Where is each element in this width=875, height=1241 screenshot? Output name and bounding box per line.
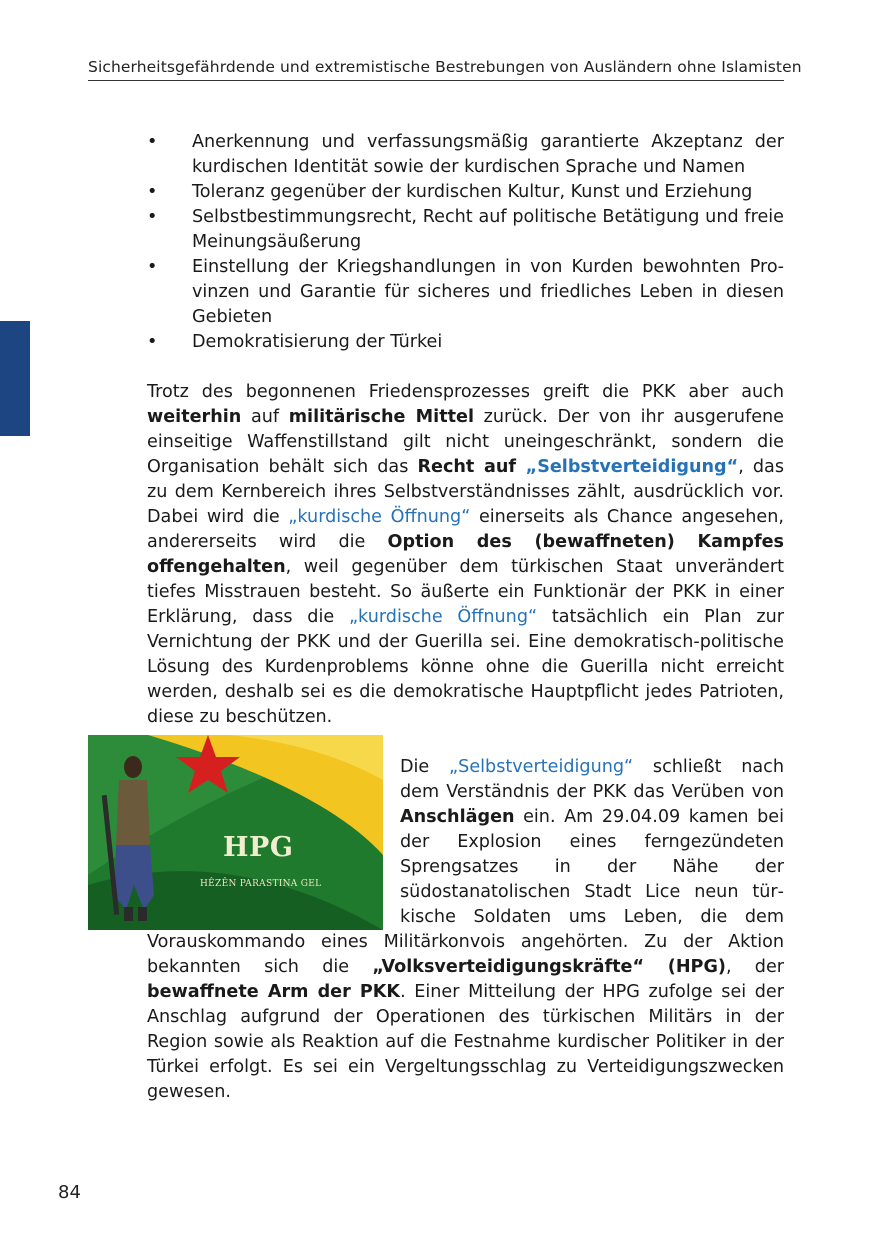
bullet-icon: •: [147, 332, 158, 352]
bullet-icon: •: [147, 257, 158, 277]
self-defense-term: „Selbstverteidigung“: [525, 457, 739, 477]
page-number: 84: [58, 1182, 81, 1203]
bullet-list: [147, 130, 784, 355]
main-content: [147, 130, 784, 1105]
bullet-icon: •: [147, 132, 158, 152]
running-header: Sicherheitsgefährdende und extremistische Bestrebungen von Ausländern ohne Islamisten: [88, 58, 784, 81]
list-item: • Einstellung der Kriegshandlungen in von Kurden bewohnten Provinzen und Garantie für sicheres und friedliches Leben in diesen Gebieten: [147, 257, 784, 327]
self-defense-term: „Selbstverteidigung“: [449, 757, 634, 777]
figure-subtitle: HÊZÊN PARASTINA GEL: [200, 879, 322, 889]
list-item: • Demokratisierung der Türkei: [147, 330, 784, 355]
hpg-flag-image: [88, 735, 383, 930]
kurdish-opening-term: „kurdische Öffnung“: [288, 507, 471, 527]
list-item: • Toleranz gegenüber der kurdischen Kultur, Kunst und Erziehung: [147, 180, 784, 205]
paragraph-attack: Die „Selbstverteidigung“ schließt nach dem Verständnis der PKK das Verüben von Anschlägen ein. Am 29.04.09 kamen bei der Explosion eines ferngezündeten Sprengsatzes in der Nähe der südostanatolischen Stadt Lice neun türkische Soldaten ums Leben, die dem Vorauskommando eines Militärkonvois angehörten. Zu der Aktion bekannten sich die „Volksverteidigungskräfte“ (HPG), der bewaffnete Arm der PKK. Einer Mitteilung der HPG zufolge sei der Anschlag aufgrund der Operationen des türkischen Militärs in der Region sowie als Reaktion auf die Festnahme kurdischer Politiker in der Türkei erfolgt. Es sei ein Vergeltungsschlag zu Verteidigungszwecken gewesen.: [147, 757, 785, 1102]
list-item: • Selbstbestimmungsrecht, Recht auf politische Betätigung und freie Meinungsäußerung: [147, 207, 784, 252]
bullet-icon: •: [147, 182, 158, 202]
bullet-icon: •: [147, 207, 158, 227]
kurdish-opening-term: „kurdische Öffnung“: [348, 607, 538, 627]
paragraph-peace-process: Trotz des begonnenen Friedensprozesses greift die PKK aber auch weiterhin auf militärische Mittel zurück. Der von ihr ausgerufene einseitige Waffenstillstand gilt nicht uneingeschränkt, sondern die Organisation behält sich das Recht auf „Selbstverteidigung“, das zu dem Kernbereich ihres Selbstverständnisses zählt, ausdrücklich vor. Dabei wird die „kurdische Öffnung“ einerseits als Chance angesehen, andererseits wird die Option des (bewaffneten) Kampfes offengehalten, weil gegenüber dem türkischen Staat unverändert tiefes Misstrauen besteht. So äußerte ein Funktionär der PKK in einer Erklärung, dass die „kurdische Öffnung“ tatsächlich ein Plan zur Vernichtung der PKK und der Guerilla sei. Eine demokratisch-politische Lösung des Kurdenproblems könne ohne die Guerilla nicht erreicht werden, deshalb sei es die demokratische Hauptpflicht jedes Patrioten, diese zu beschützen.: [147, 382, 785, 727]
chapter-side-tab: [0, 321, 30, 436]
figure-title: HPG: [223, 832, 294, 863]
list-item: • Anerkennung und verfassungsmäßig garantierte Akzeptanz der kurdischen Identität sowie der kurdischen Sprache und Namen: [147, 132, 784, 177]
